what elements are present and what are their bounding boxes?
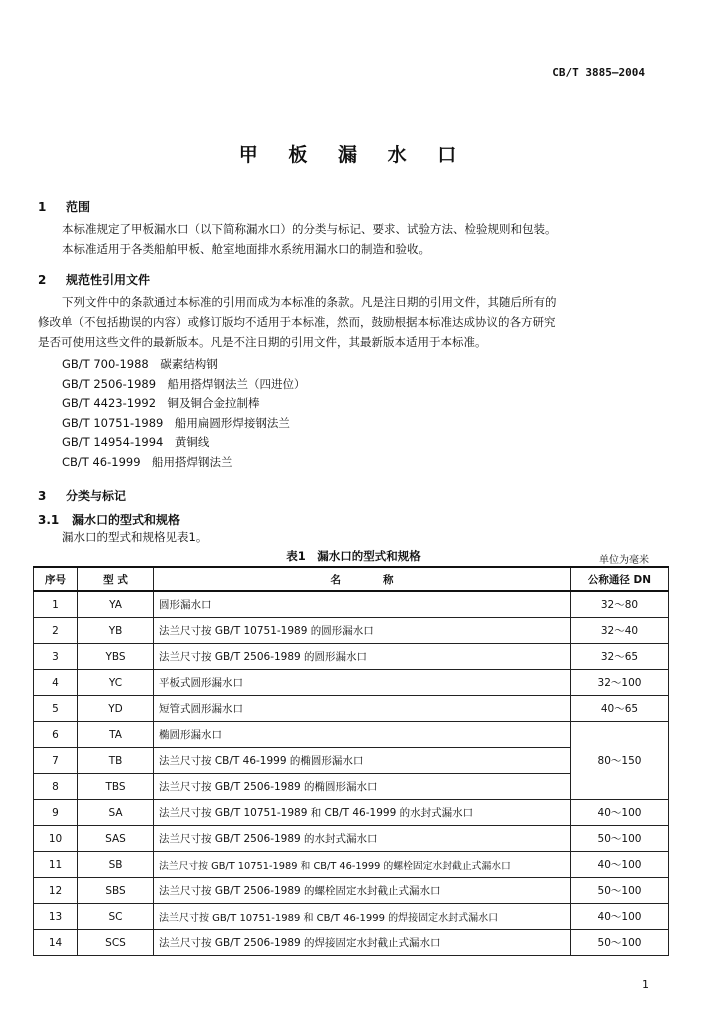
section-2-body (38, 292, 673, 352)
cell-seq: 11 (34, 852, 78, 878)
cell-seq: 2 (34, 618, 78, 644)
cell-type: SB (78, 852, 154, 878)
subsection-title: 漏水口的型式和规格 (72, 513, 181, 527)
cell-dn: 32～65 (571, 644, 669, 670)
section-2-heading (38, 271, 150, 288)
cell-name: 法兰尺寸按 GB/T 10751-1989 的圆形漏水口 (154, 618, 571, 644)
header-seq: 序号 (34, 567, 78, 591)
subsection-3-1-heading (38, 511, 180, 528)
subsection-number: 3.1 (38, 513, 60, 527)
cell-seq: 4 (34, 670, 78, 696)
cell-type: SC (78, 904, 154, 930)
paragraph: 下列文件中的条款通过本标准的引用而成为本标准的条款。凡是注日期的引用文件，其随后所有的 (62, 295, 557, 309)
cell-dn: 40～100 (571, 800, 669, 826)
cell-seq: 12 (34, 878, 78, 904)
cell-dn: 32～40 (571, 618, 669, 644)
reference-item: GB/T 14954-1994 黄铜线 (62, 435, 210, 449)
cell-type: SAS (78, 826, 154, 852)
cell-seq: 7 (34, 748, 78, 774)
table-row (34, 722, 669, 748)
cell-type: TBS (78, 774, 154, 800)
reference-item: GB/T 10751-1989 船用扁圆形焊接钢法兰 (62, 415, 290, 430)
cell-type: YD (78, 696, 154, 722)
standard-code: CB/T 3885—2004 (552, 66, 645, 79)
table-row (34, 826, 669, 852)
table-header-row (34, 567, 669, 591)
cell-seq: 8 (34, 774, 78, 800)
cell-name: 法兰尺寸按 GB/T 10751-1989 和 CB/T 46-1999 的水封式漏水口 (154, 800, 571, 826)
table-row (34, 591, 669, 618)
cell-seq: 13 (34, 904, 78, 930)
paragraph: 本标准适用于各类船舶甲板、舱室地面排水系统用漏水口的制造和验收。 (62, 242, 430, 256)
cell-name: 圆形漏水口 (154, 591, 571, 618)
cell-dn: 50～100 (571, 826, 669, 852)
cell-type: YB (78, 618, 154, 644)
spec-table (33, 566, 669, 956)
header-type: 型 式 (78, 567, 154, 591)
cell-type: YA (78, 591, 154, 618)
cell-seq: 5 (34, 696, 78, 722)
cell-seq: 1 (34, 591, 78, 618)
cell-name: 法兰尺寸按 GB/T 2506-1989 的圆形漏水口 (154, 644, 571, 670)
table-row (34, 670, 669, 696)
cell-name: 法兰尺寸按 GB/T 2506-1989 的焊接固定水封截止式漏水口 (154, 930, 571, 956)
cell-name: 短管式圆形漏水口 (154, 696, 571, 722)
section-number: 3 (38, 489, 47, 503)
section-1-heading (38, 198, 90, 215)
paragraph: 漏水口的型式和规格见表1。 (62, 530, 208, 544)
cell-name: 法兰尺寸按 GB/T 10751-1989 和 CB/T 46-1999 的螺栓固定水封截止式漏水口 (154, 852, 571, 878)
cell-type: SA (78, 800, 154, 826)
cell-dn: 40～100 (571, 904, 669, 930)
cell-dn: 40～65 (571, 696, 669, 722)
document-title: 甲 板 漏 水 口 (238, 144, 469, 166)
page-number: 1 (642, 978, 649, 991)
table-unit: 单位为毫米 (599, 555, 649, 566)
section-number: 2 (38, 273, 47, 287)
cell-name: 法兰尺寸按 CB/T 46-1999 的椭圆形漏水口 (154, 748, 571, 774)
cell-type: SCS (78, 930, 154, 956)
cell-type: SBS (78, 878, 154, 904)
table-row (34, 800, 669, 826)
cell-name: 椭圆形漏水口 (154, 722, 571, 748)
header-name: 名 称 (154, 567, 571, 591)
cell-name: 平板式圆形漏水口 (154, 670, 571, 696)
section-title: 范围 (66, 200, 91, 214)
cell-dn: 40～100 (571, 852, 669, 878)
cell-seq: 10 (34, 826, 78, 852)
section-1-body (62, 219, 557, 259)
table-row (34, 878, 669, 904)
cell-name: 法兰尺寸按 GB/T 10751-1989 和 CB/T 46-1999 的焊接固定水封式漏水口 (154, 904, 571, 930)
section-number: 1 (38, 200, 47, 214)
subsection-3-1-body (62, 527, 207, 547)
table-row (34, 618, 669, 644)
cell-type: YBS (78, 644, 154, 670)
cell-dn: 50～100 (571, 930, 669, 956)
cell-dn: 32～80 (571, 591, 669, 618)
cell-dn: 50～100 (571, 878, 669, 904)
reference-item: GB/T 4423-1992 铜及铜合金拉制棒 (62, 396, 260, 410)
reference-item: GB/T 2506-1989 船用搭焊钢法兰（四进位） (62, 376, 306, 391)
reference-item: GB/T 700-1988 碳素结构钢 (62, 357, 218, 371)
cell-name: 法兰尺寸按 GB/T 2506-1989 的螺栓固定水封截止式漏水口 (154, 878, 571, 904)
section-3-heading (38, 487, 126, 504)
cell-name: 法兰尺寸按 GB/T 2506-1989 的椭圆形漏水口 (154, 774, 571, 800)
table-row (34, 644, 669, 670)
cell-type: YC (78, 670, 154, 696)
reference-list (62, 355, 306, 472)
paragraph: 本标准规定了甲板漏水口（以下简称漏水口）的分类与标记、要求、试验方法、检验规则和包装。 (62, 222, 557, 236)
reference-item: CB/T 46-1999 船用搭焊钢法兰 (62, 454, 233, 469)
section-title: 规范性引用文件 (66, 273, 151, 287)
cell-seq: 14 (34, 930, 78, 956)
header-dn: 公称通径 DN (571, 567, 669, 591)
table-row (34, 904, 669, 930)
cell-dn: 32～100 (571, 670, 669, 696)
cell-seq: 9 (34, 800, 78, 826)
cell-dn-merged: 80～150 (571, 722, 669, 800)
table-row (34, 696, 669, 722)
paragraph: 修改单（不包括勘误的内容）或修订版均不适用于本标准，然而，鼓励根据本标准达成协议的各方研究 (38, 315, 556, 329)
cell-seq: 3 (34, 644, 78, 670)
cell-name: 法兰尺寸按 GB/T 2506-1989 的水封式漏水口 (154, 826, 571, 852)
section-title: 分类与标记 (66, 489, 127, 503)
cell-seq: 6 (34, 722, 78, 748)
cell-type: TB (78, 748, 154, 774)
cell-type: TA (78, 722, 154, 748)
table-row (34, 930, 669, 956)
paragraph: 是否可使用这些文件的最新版本。凡是不注日期的引用文件，其最新版本适用于本标准。 (38, 335, 487, 349)
table-caption: 表1 漏水口的型式和规格 (286, 549, 421, 563)
table-row (34, 852, 669, 878)
